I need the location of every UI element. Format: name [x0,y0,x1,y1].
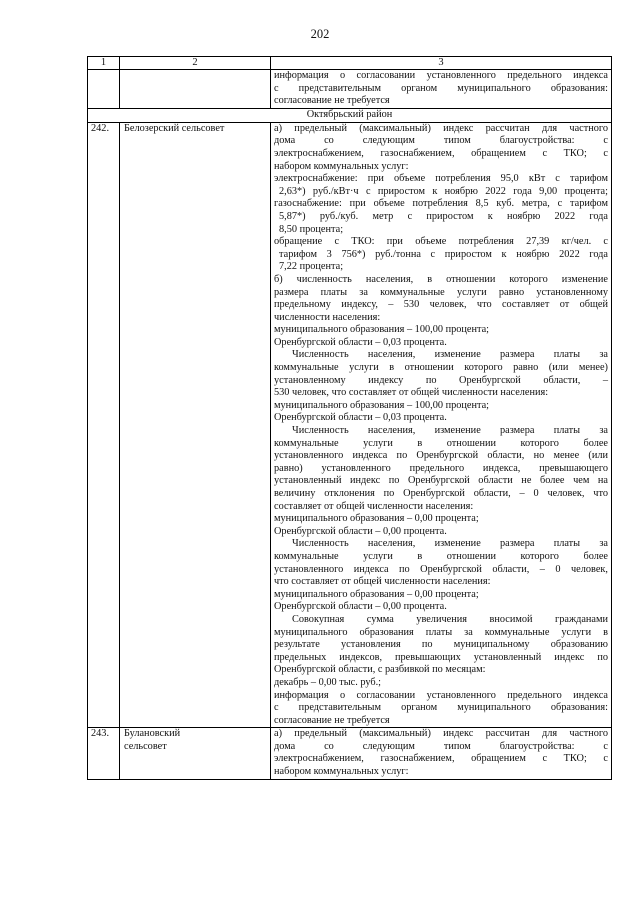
row-number-242: 242. [88,122,120,728]
table-row-242 [88,122,612,728]
header-col-1: 1 [88,57,120,70]
text-line: размера платы за коммунальные услуги равно установленному [274,286,608,298]
header-col-3: 3 [271,57,612,70]
text-line: а) предельный (максимальный) индекс рассчитан для частного [274,728,608,740]
text-line: муниципального образования – 100,00 процента; [274,324,490,336]
text-line: а) предельный (максимальный) индекс рассчитан для частного [274,122,608,134]
region-row [88,108,612,122]
municipality-name-243-line: сельсовет [124,740,167,752]
empty-number-cell [88,70,120,109]
text-line: равно) установленного предельного индекса, превышающего [274,462,608,474]
table-header-row [88,57,612,70]
text-line: величину отклонения по Оренбургской области, – 0 человек, что [274,488,608,499]
text-line: дома со следующим типом благоустройства: с [274,740,608,752]
text-line: б) численность населения, в отношении которого изменение [274,273,608,285]
text-line: муниципального образования – 0,00 процента; [274,513,479,525]
description-cell-242 [271,122,612,728]
text-line: газоснабжение: при объеме потребления 8,5 куб. метра, с тарифом [274,198,608,210]
text-line: с представительным органом муниципального образования: [274,82,608,94]
text-line: установленному индексу по Оренбургской области, – [274,374,608,386]
text-line: с представительным органом муниципального образования: [274,702,608,714]
table-row-243 [88,728,612,779]
header-col-2: 2 [120,57,271,70]
text-line: Совокупная сумма увеличения вносимой гражданами [292,613,608,625]
text-line: установленного индекса по Оренбургской области, – 0 человек, [274,563,608,575]
text-line: набором коммунальных услуг: [274,766,409,778]
text-line: тарифом 3 756*) руб./тонна с приростом к ноябрю 2022 года [279,248,608,260]
text-line: согласование не требуется [274,714,390,726]
municipality-name-243-line: Булановский [124,728,181,740]
text-line: численности населения: [274,311,381,323]
text-line: установленный индекс по Оренбургской области не более чем на [274,475,608,487]
text-line: предельных индексов, превышающих установленный индекс по [274,651,608,663]
text-line: составляет от общей численности населения: [274,500,474,512]
text-line: Оренбургской области – 0,03 процента. [274,336,447,348]
text-line: Оренбургской области – 0,00 процента. [274,601,447,613]
text-line: Оренбургской области – 0,00 процента. [274,525,447,537]
text-line: Численность населения, изменение размера платы за [292,425,608,437]
indices-table [87,56,612,780]
text-line: дома со следующим типом благоустройства: с [274,135,608,147]
text-line: 530 человек, что составляет от общей численности населения: [274,387,549,399]
text-line: информация о согласовании установленного предельного индекса [274,689,608,701]
text-line: набором коммунальных услуг: [274,160,409,172]
text-line: Численность населения, изменение размера платы за [292,349,608,361]
text-line: обращение с ТКО: при объеме потребления 27,39 кг/чел. с [274,236,608,248]
text-line: электроснабжением, газоснабжением, обращением с ТКО; с [274,753,608,765]
text-line: Оренбургской области – 0,03 процента. [274,412,447,424]
text-line: Численность населения, изменение размера платы за [292,538,608,550]
text-line: 5,87*) руб./куб. метр с приростом к ноябрю 2022 года [279,210,608,222]
text-line: коммунальные услуги в отношении которого равно (или менее) [274,362,608,374]
text-line: электроснабжением, газоснабжением, обращением с ТКО; с [274,147,608,159]
text-line: предельному индексу, – 530 человек, что составляет от общей [274,299,608,311]
text-line: муниципального образования – 0,00 процента; [274,588,479,600]
text-line: коммунальные услуги в отношении которого более [274,437,608,449]
text-line: что составляет от общей численности населения: [274,576,491,588]
table-row-continuation [88,70,612,109]
continuation-text-cell [271,70,612,109]
text-line: информация о согласовании установленного предельного индекса [274,70,608,81]
description-cell-243 [271,728,612,779]
text-line: 7,22 процента; [279,261,344,273]
row-number-243: 243. [88,728,120,779]
page-number: 202 [310,27,330,41]
text-line: декабрь – 0,00 тыс. руб.; [274,676,382,688]
text-line: Оренбургской области, с разбивкой по месяцам: [274,664,486,676]
region-title: Октябрьский район [88,108,612,122]
text-line: муниципального образования платы за коммунальные услуги в [274,626,608,638]
text-line: муниципального образования – 100,00 процента; [274,399,490,411]
text-line: результате установления по муниципальному образованию [274,639,608,651]
text-line: 2,63*) руб./кВт·ч с приростом к ноябрю 2022 года 9,00 процента; [279,185,608,197]
municipality-name-242: Белозерский сельсовет [120,122,271,728]
text-line: электроснабжение: при объеме потребления 95,0 кВт с тарифом [274,173,608,185]
text-line: коммунальные услуги в отношении которого более [274,550,608,562]
text-line: 8,50 процента; [279,223,344,235]
text-line: согласование не требуется [274,95,390,107]
municipality-name-243 [120,728,271,779]
text-line: установленного индекса по Оренбургской области, но менее (или [274,450,608,462]
empty-name-cell [120,70,271,109]
